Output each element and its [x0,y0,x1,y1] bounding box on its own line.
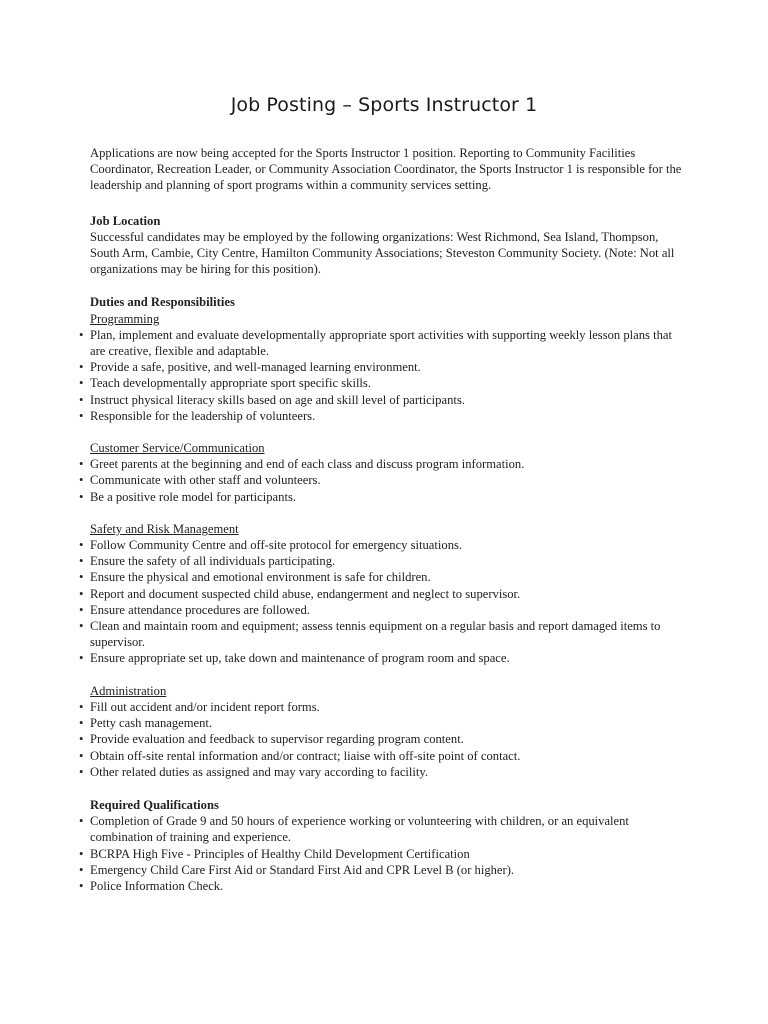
qualifications-list [79,813,690,894]
customer-service-subheading: Customer Service/Communication [90,441,265,456]
bullet-icon: • [79,489,84,504]
list-item-text: Completion of Grade 9 and 50 hours of experience working or volunteering with children, or an equivalent combination of training and experience. [90,814,629,845]
administration-subheading: Administration [90,683,167,698]
list-item-text: Police Information Check. [90,878,224,893]
bullet-icon: • [79,814,84,829]
list-item [79,392,690,408]
list-item-text: Plan, implement and evaluate developmentally appropriate sport activities with supporting weekly lesson plans that are creative, flexible and adaptable. [90,327,672,359]
bullet-icon: • [79,570,84,585]
list-item [79,537,690,553]
list-item [79,846,690,862]
list-item-text: Ensure appropriate set up, take down and maintenance of program room and space. [90,651,510,666]
bullet-icon: • [79,392,84,407]
customer-service-list [79,456,690,505]
bullet-icon: • [79,619,84,634]
bullet-icon: • [79,651,84,666]
qualifications-heading: Required Qualifications [90,797,219,812]
list-item-text: Report and document suspected child abuse, endangerment and neglect to supervisor. [90,586,521,601]
bullet-icon: • [79,878,84,893]
safety-subheading: Safety and Risk Management [90,521,239,536]
bullet-icon: • [79,764,84,779]
list-item [79,602,690,618]
list-item [79,472,690,488]
list-item [79,748,690,764]
list-item-text: Ensure the physical and emotional environment is safe for children. [90,570,431,585]
document-body [79,145,690,894]
list-item [79,375,690,391]
administration-list [79,699,690,780]
list-item-text: Fill out accident and/or incident report forms. [90,699,320,714]
bullet-icon: • [79,748,84,763]
list-item-text: Ensure the safety of all individuals participating. [90,554,336,569]
list-item [79,764,690,780]
bullet-icon: • [79,846,84,861]
list-item [79,813,690,845]
bullet-icon: • [79,376,84,391]
list-item-text: Teach developmentally appropriate sport specific skills. [90,376,371,391]
list-item-text: Communicate with other staff and volunteers. [90,473,321,488]
list-item [79,699,690,715]
intro-paragraph: Applications are now being accepted for the Sports Instructor 1 position. Reporting to Community Facilities Coordinator, Recreation Leader, or Community Association Coordinator, the Sports Instructor 1 is responsible for the leadership and planning of sport programs within a community services setting. [90,146,682,193]
list-item-text: Clean and maintain room and equipment; assess tennis equipment on a regular basis and report damaged items to supervisor. [90,619,661,650]
list-item [79,650,690,666]
programming-subheading: Programming [90,311,160,326]
list-item-text: Provide a safe, positive, and well-managed learning environment. [90,360,421,375]
bullet-icon: • [79,699,84,714]
list-item [79,715,690,731]
bullet-icon: • [79,360,84,375]
list-item [79,408,690,424]
list-item [79,489,690,505]
list-item [79,359,690,375]
list-item-text: Responsible for the leadership of volunteers. [90,408,316,423]
list-item [79,862,690,878]
list-item [79,456,690,472]
list-item-text: Obtain off-site rental information and/or contract; liaise with off-site point of contact. [90,748,521,763]
job-location-heading: Job Location [90,213,161,228]
list-item [79,618,690,650]
list-item-text: Other related duties as assigned and may vary according to facility. [90,764,429,779]
bullet-icon: • [79,538,84,553]
duties-heading: Duties and Responsibilities [90,295,235,310]
bullet-icon: • [79,602,84,617]
list-item [79,327,690,359]
bullet-icon: • [79,327,84,342]
bullet-icon: • [79,554,84,569]
list-item-text: Be a positive role model for participants. [90,489,296,504]
job-location-text: Successful candidates may be employed by the following organizations: West Richmond, Sea Island, Thompson, South Arm, Cambie, City Centre, Hamilton Community Associations; Steveston Community Society. (Note: Not all organizations may be hiring for this position). [90,229,675,277]
list-item [79,731,690,747]
bullet-icon: • [79,457,84,472]
list-item [79,553,690,569]
bullet-icon: • [79,732,84,747]
list-item-text: BCRPA High Five - Principles of Healthy Child Development Certification [90,846,470,861]
list-item-text: Petty cash management. [90,716,213,731]
bullet-icon: • [79,586,84,601]
list-item-text: Greet parents at the beginning and end of each class and discuss program information. [90,457,525,472]
list-item-text: Instruct physical literacy skills based on age and skill level of participants. [90,392,465,407]
safety-list [79,537,690,667]
bullet-icon: • [79,716,84,731]
programming-list [79,327,690,424]
list-item-text: Ensure attendance procedures are followed. [90,602,310,617]
list-item-text: Emergency Child Care First Aid or Standard First Aid and CPR Level B (or higher). [90,862,515,877]
list-item [79,878,690,894]
page-title: Job Posting – Sports Instructor 1 [230,94,538,116]
bullet-icon: • [79,862,84,877]
bullet-icon: • [79,408,84,423]
list-item-text: Provide evaluation and feedback to supervisor regarding program content. [90,732,464,747]
bullet-icon: • [79,473,84,488]
list-item [79,586,690,602]
list-item-text: Follow Community Centre and off-site protocol for emergency situations. [90,538,463,553]
list-item [79,569,690,585]
